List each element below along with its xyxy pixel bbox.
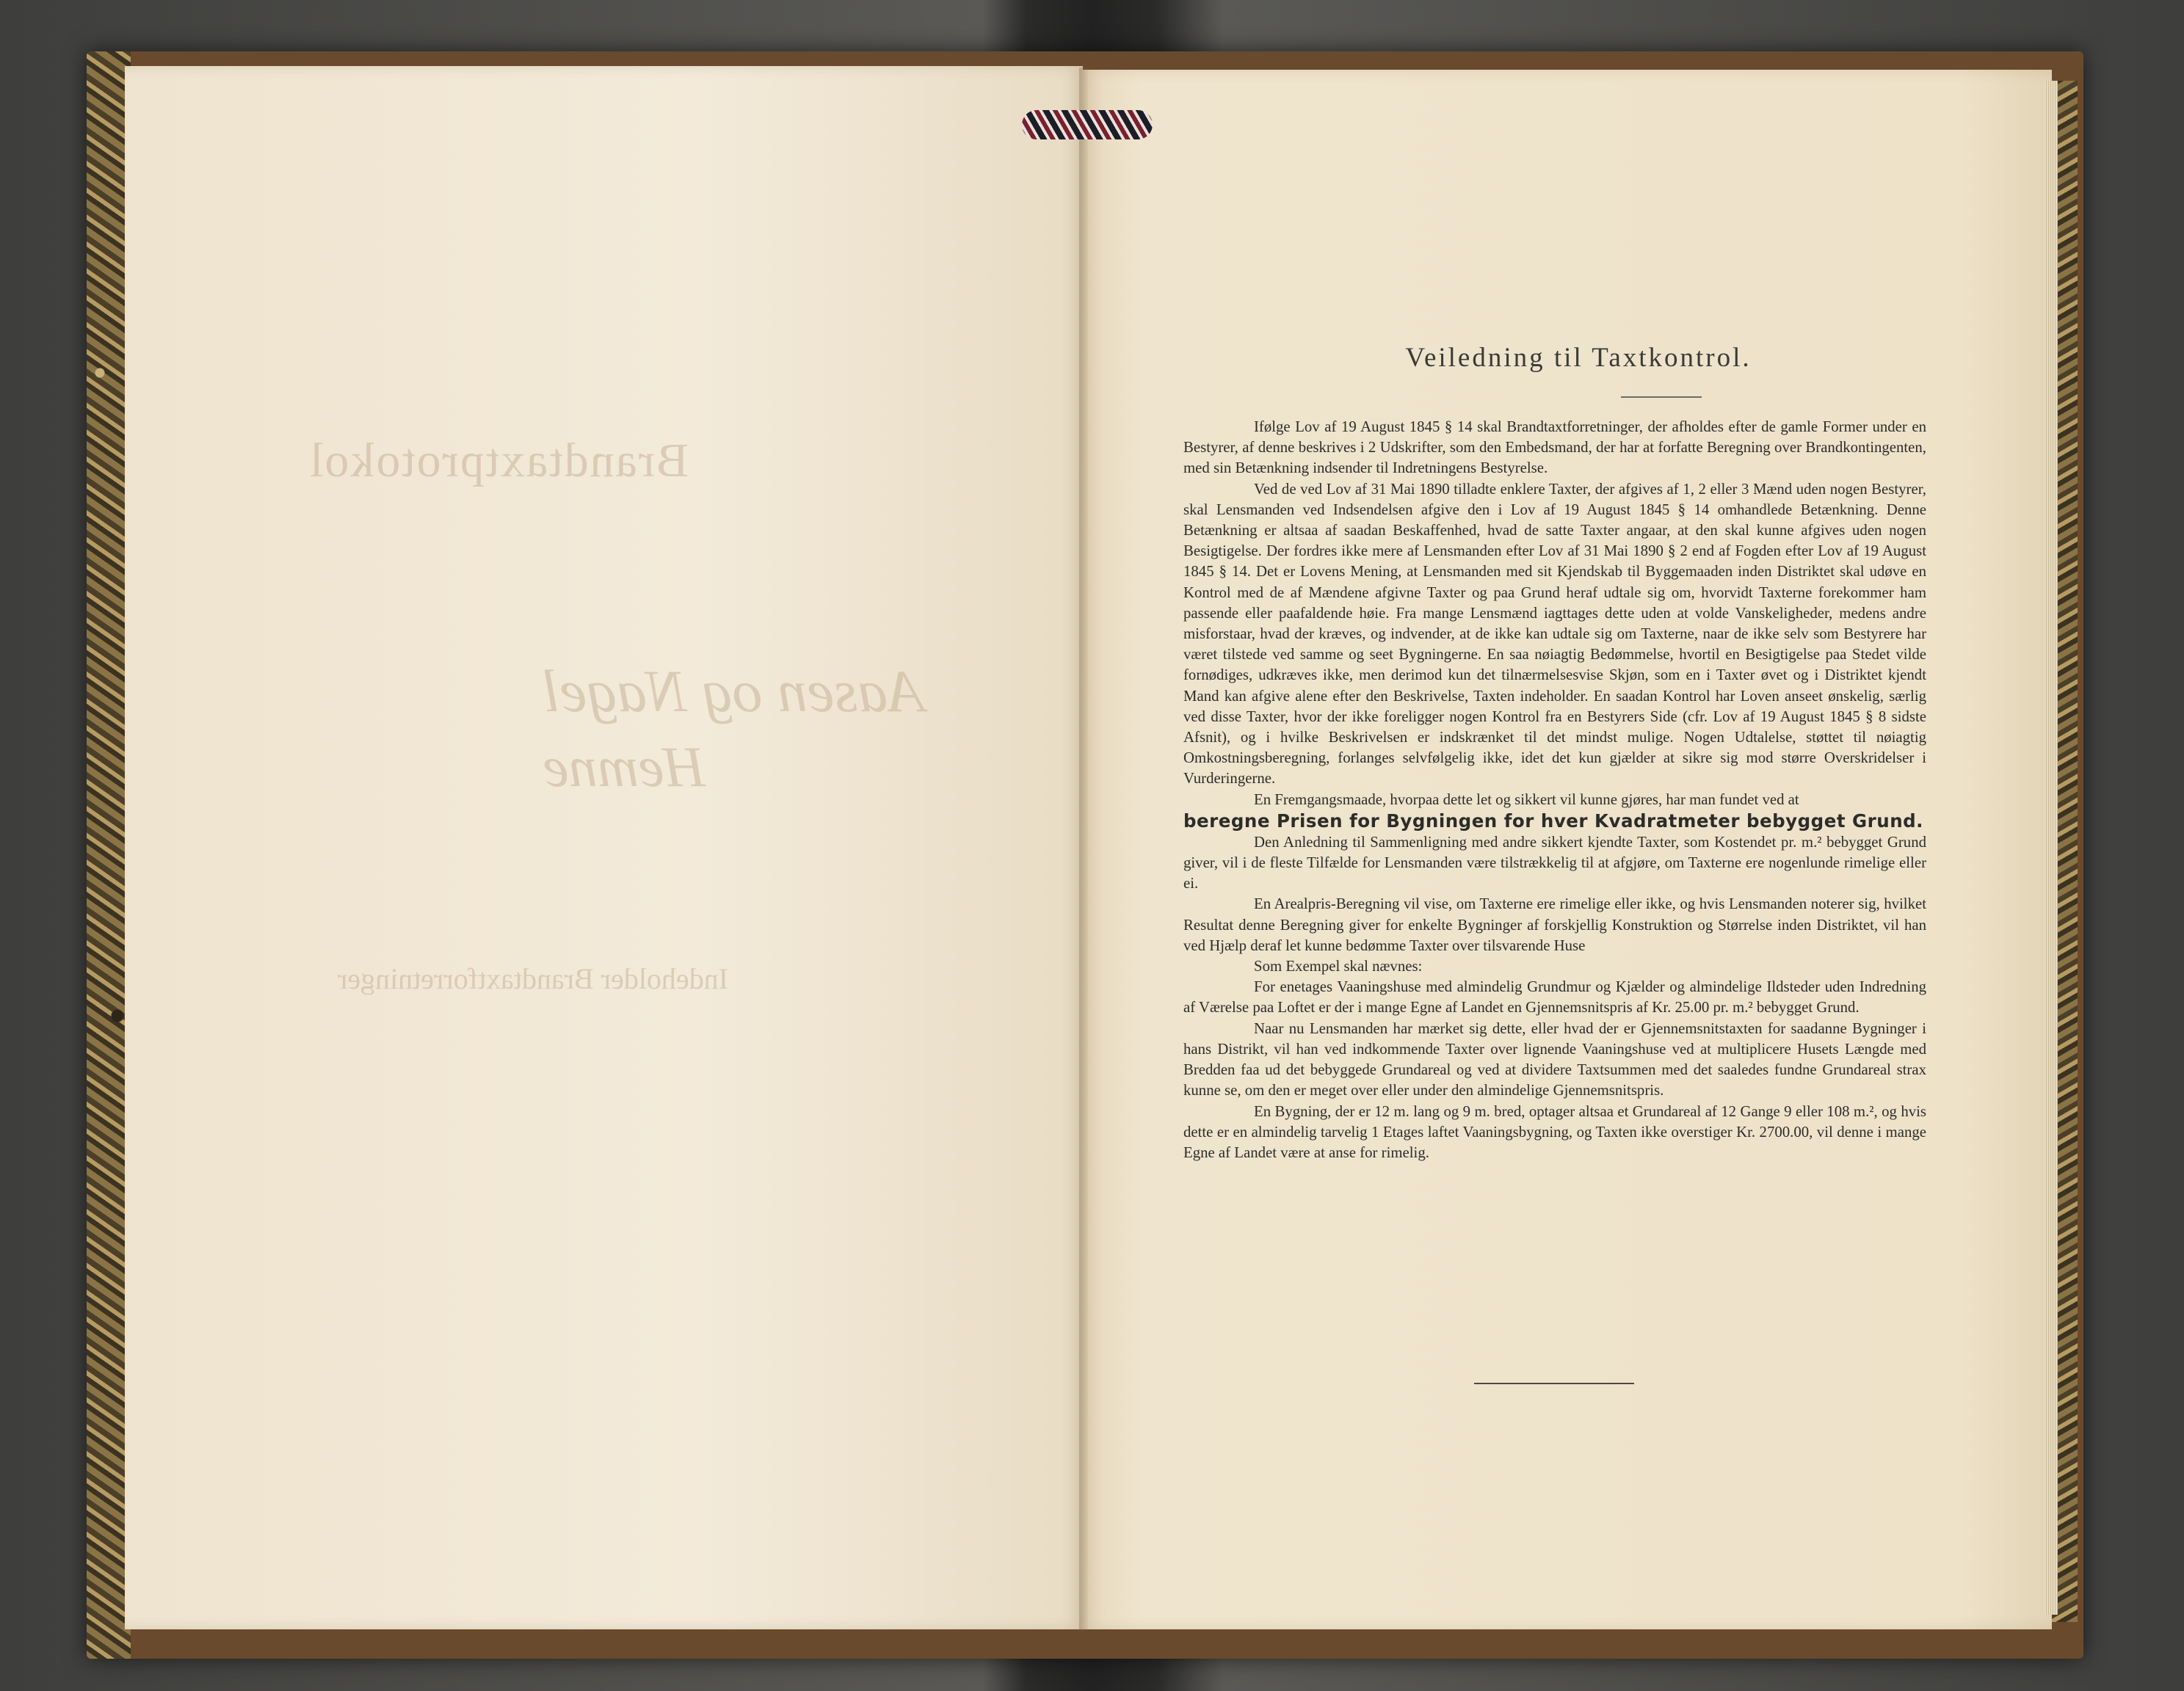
paragraph-8: Naar nu Lensmanden har mærket sig dette, eller hvad der er Gjennemsnitstaxten for saadanne Bygninger i hans Distrikt, vil han ved indkommende Taxter over lignende Vaaningshuse ved at multiplicere Husets Længde med Bredden faa ud det bebyggede Grundareal og ved at dividere Taxtsummen med det saaledes fundne Grundareal strax kunne se, om den er meget over eller under den almindelige Gjennemsnitspris. [1183,1019,1926,1099]
ghost-subtitle: Indeholder Brandtaxtforretninger [338,962,729,995]
ghost-title: Brandtaxtprotokol [308,434,689,487]
paragraph-6: Som Exempel skal nævnes: [1254,958,1423,975]
paragraph-7: For enetages Vaaningshuse med almindelig Grundmur og Kjælder og almindelige Ildsteder uden Indredning af Værelse paa Loftet er der i mange Egne af Landet en Gjennemsnitspris af Kr. 25.00 pr. m.² bebygget Grund. [1183,978,1926,1017]
paragraph-5: En Arealpris-Beregning vil vise, om Taxterne ere rimelige eller ikke, og hvis Lensmanden noterer sig, hvilket Resultat denne Beregning giver for enkelte Bygninger af forskjellig Konstruktion og Størrelse inden Distriktet, vil han ved Hjælp deraf let kunne bedømme Taxter over tilsvarende Huse [1183,895,1926,954]
paragraph-2: Ved de ved Lov af 31 Mai 1890 tilladte enklere Taxter, der afgives af 1, 2 eller 3 Mænd uden nogen Bestyrer, skal Lensmanden ved Indsendelsen afgive den i Lov af 19 August 1845 § 14 omhandlede Betænkning. Denne Betænkning er altsaa af saadan Beskaffenhed, hvad de satte Taxter angaar, at den skal kunne afgives uden nogen Besigtigelse. Der fordres ikke mere af Lensmanden efter Lov af 31 Mai 1890 § 2 end af Fogden efter Lov af 19 August 1845 § 14. Det er Lovens Mening, at Lensmanden med sit Kjendskab til Byggemaaden inden Distriktet skal udøve en Kontrol med de af Mændene afgivne Taxter og paa Grund heraf udtale sig om, hvorvidt Taxterne forekommer ham passende eller paafaldende høie. Fra mange Lensmænd iagttages dette uden at volde Vanskeligheder, medens andre misforstaar, hvad der kræves, og indvender, at de ikke kan udtale sig om Taxterne, naar de ikke selv som Bestyrere har været tilstede ved samme og seet Bygningerne. En saa nøiagtig Bedømmelse, hvortil en Besigtigelse paa Stedet vilde fornødiges, udkræves ikke, men derimod kun det tilnærmelsesvise Skjøn, som en i Taxter øvet og i Distriktet kjendt Mand kan afgive alene efter den Beskrivelse, Taxten indeholder. En saadan Kontrol har Loven anseet ønskelig, særlig ved disse Taxter, hvor der ikke foreligger nogen Kontrol fra en Bestyrers Side (cfr. Lov af 19 August 1845 § 8 sidste Afsnit), og i hvilke Beskrivelsen er indskrænket til det mindst mulige. Nogen Udtalelse, støttet til nøiagtig Omkostningsberegning, forlanges selvfølgelig ikke, idet det kun gjælder at sikre sig mod større Overskridelser i Vurderingerne. [1183,480,1926,788]
page-title: Veiledning til Taxtkontrol. [1405,343,1752,373]
paragraph-3: En Fremgangsmaade, hvorpaa dette let og sikkert vil kunne gjøres, har man fundet ved at [1254,790,1799,808]
paragraph-9: En Bygning, der er 12 m. lang og 9 m. bred, optager altsaa et Grundareal af 12 Gange 9 eller 108 m.², og hvis dette er en almindelig tarvelig 1 Etages laftet Vaaningsbygning, og Taxten ikke overstiger Kr. 2700.00, vil denne i mange Egne af Landet være at anse for rimelig. [1183,1102,1926,1161]
ghost-script-1: Aasen og Nagel [543,658,925,724]
marbled-cover-left [87,51,131,1659]
book-gutter [1079,68,1088,1631]
left-page [125,66,1083,1629]
end-rule [1474,1383,1634,1384]
body-text [1183,417,1926,1163]
page-edges [2045,81,2058,1615]
paragraph-1: Ifølge Lov af 19 August 1845 § 14 skal Brandtaxtforretninger, der afholdes efter de gamle Former under en Bestyrer, af denne beskrives i 2 Udskrifter, som den Embedsmand, der har at forfatte Beregning over Brandkontingenten, med sin Betænkning indsender til Indretningens Bestyrelse. [1183,418,1926,477]
title-rule [1621,396,1702,398]
binding-thread [1022,110,1153,139]
bold-emphasis-line: beregne Prisen for Bygningen for hver Kvadratmeter bebygget Grund. [1183,810,1923,832]
paragraph-4: Den Anledning til Sammenligning med andre sikkert kjendte Taxter, som Kostendet pr. m.² bebygget Grund giver, vil i de fleste Tilfælde for Lensmanden være tilstrækkelig til at afgjøre, om Taxterne ere nogenlunde rimelige eller ei. [1183,833,1926,892]
ghost-script-2: Hemne [543,735,705,799]
